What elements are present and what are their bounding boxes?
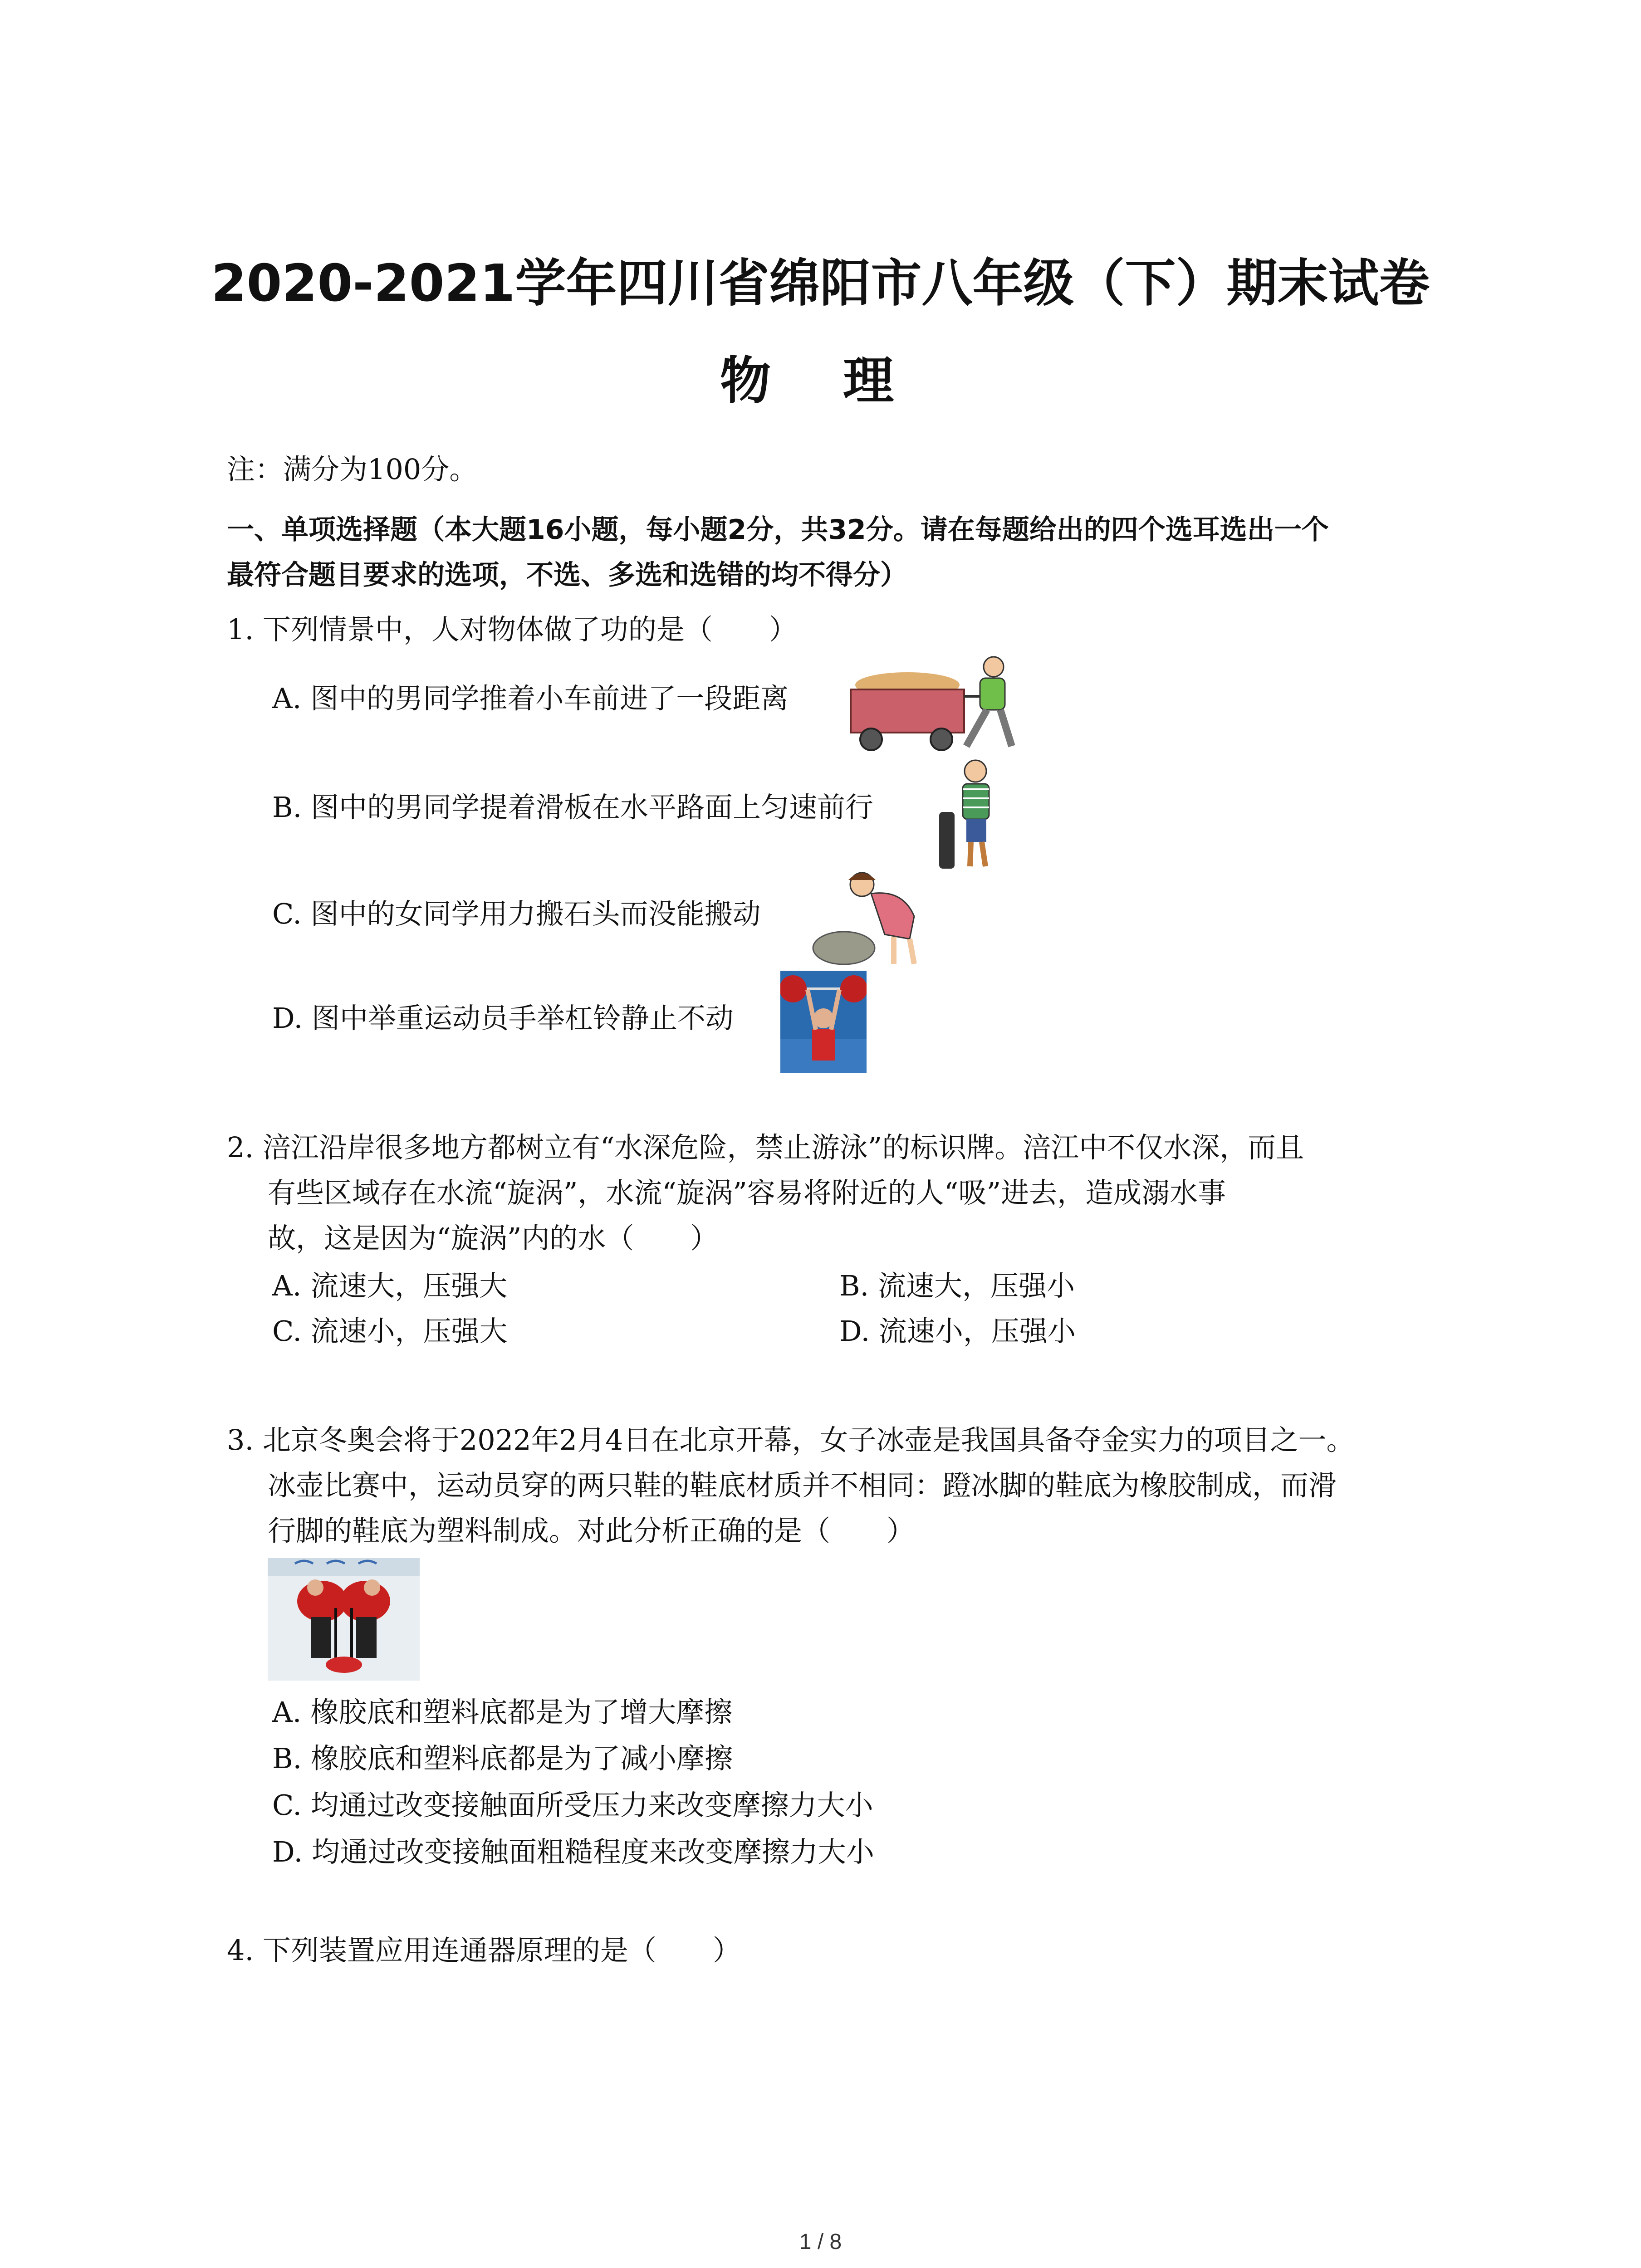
exam-title: 2020-2021学年四川省绵阳市八年级（下）期末试卷 [211,254,1430,313]
curling-photo [268,1558,420,1681]
boy-pushing-cart-illustration [844,653,1021,758]
question-2-line-3: 故，这是因为“旋涡”内的水（ ） [268,1222,719,1255]
question-3-line-2: 冰壶比赛中，运动员穿的两只鞋的鞋底材质并不相同：蹬冰脚的鞋底为橡胶制成，而滑 [268,1469,1337,1502]
weightlifter-photo [780,971,867,1073]
section-heading-line-2: 最符合题目要求的选项，不选、多选和选错的均不得分） [227,559,907,591]
boy-carrying-skateboard-illustration [935,758,1003,871]
question-4-stem: 4. 下列装置应用连通器原理的是（ ） [227,1934,741,1967]
question-1-option-b: B. 图中的男同学提着滑板在水平路面上匀速前行 [272,791,873,824]
question-3-line-3: 行脚的鞋底为塑料制成。对此分析正确的是（ ） [268,1514,915,1547]
question-2-line-2: 有些区域存在水流“旋涡”，水流“旋涡”容易将附近的人“吸”进去，造成溺水事 [268,1176,1226,1209]
question-3-option-d: D. 均通过改变接触面粗糙程度来改变摩擦力大小 [272,1835,874,1868]
question-1-option-c: C. 图中的女同学用力搬石头而没能搬动 [272,897,761,930]
girl-lifting-stone-illustration [812,866,930,966]
question-3-line-1: 3. 北京冬奥会将于2022年2月4日在北京开幕，女子冰壶是我国具备夺金实力的项目之一。 [227,1423,1355,1457]
question-3-option-b: B. 橡胶底和塑料底都是为了减小摩擦 [272,1742,733,1775]
question-2-option-a: A. 流速大，压强大 [272,1269,508,1302]
section-heading-line-1: 一、单项选择题（本大题16小题，每小题2分，共32分。请在每题给出的四个选耳选出一个 [227,514,1329,546]
subject-title: 物 理 [720,352,921,411]
question-3-option-c: C. 均通过改变接触面所受压力来改变摩擦力大小 [272,1789,873,1822]
question-1-stem: 1. 下列情景中，人对物体做了功的是（ ） [227,613,797,646]
question-2-option-c: C. 流速小，压强大 [272,1315,508,1348]
question-3-option-a: A. 橡胶底和塑料底都是为了增大摩擦 [272,1696,733,1729]
question-2-line-1: 2. 涪江沿岸很多地方都树立有“水深危险，禁止游泳”的标识牌。涪江中不仅水深，而且 [227,1131,1304,1164]
full-score-note: 注：满分为100分。 [227,453,478,486]
question-2-option-b: B. 流速大，压强小 [839,1269,1075,1302]
question-2-option-d: D. 流速小，压强小 [839,1315,1076,1348]
question-1-option-a: A. 图中的男同学推着小车前进了一段距离 [272,682,789,715]
page-number: 1 / 8 [799,2230,842,2254]
question-1-option-d: D. 图中举重运动员手举杠铃静止不动 [272,1002,734,1035]
